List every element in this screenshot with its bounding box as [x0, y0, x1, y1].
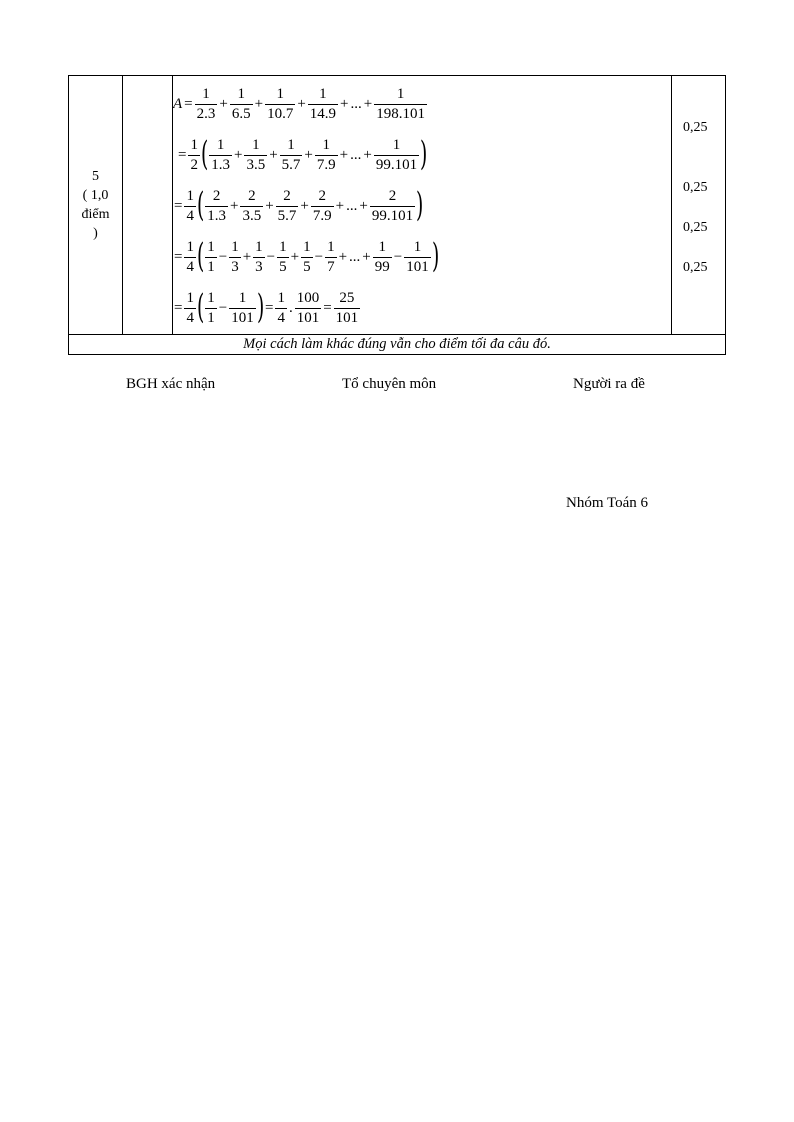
math-line-2 [177, 130, 671, 181]
fraction: $\frac{1}{7}$ [327, 239, 335, 275]
fraction: $\frac{1}{2.3}$ [196, 86, 216, 122]
left-paren: ( [196, 235, 205, 276]
fraction: $\frac{1}{1.3}$ [211, 137, 230, 173]
fraction: $\frac{100}{101}$ [296, 290, 320, 326]
minus-sign: − [393, 249, 403, 265]
plus-sign: + [290, 249, 300, 265]
ellipsis: ... [350, 96, 362, 112]
fraction: $\frac{1}{3}$ [231, 239, 239, 275]
minus-sign: − [314, 249, 324, 265]
plus-sign: + [229, 198, 239, 214]
multiply-dot: . [288, 300, 293, 316]
fraction: $\frac{2}{3.5}$ [242, 188, 262, 224]
grading-table [68, 75, 726, 355]
plus-sign: + [242, 249, 252, 265]
plus-sign: + [297, 96, 306, 112]
right-paren: ) [420, 133, 428, 174]
fraction: $\frac{1}{99.101}$ [375, 137, 418, 173]
question-label [82, 167, 110, 243]
coefficient-fraction: $\frac{1}{2}$ [190, 137, 198, 173]
signature-row [0, 376, 794, 396]
right-paren: ) [416, 184, 424, 225]
fraction: $\frac{1}{3}$ [255, 239, 263, 275]
fraction: $\frac{1}{5.7}$ [281, 137, 301, 173]
plus-sign: + [335, 198, 345, 214]
ellipsis: ... [349, 249, 361, 265]
fraction: $\frac{1}{198.101}$ [376, 86, 425, 122]
question-number: 5 [92, 169, 99, 184]
plus-sign: + [363, 96, 373, 112]
result-fraction: $\frac{25}{101}$ [335, 290, 359, 326]
fraction: $\frac{1}{5}$ [279, 239, 287, 275]
plus-sign: + [340, 96, 349, 112]
fraction: $\frac{2}{7.9}$ [312, 188, 332, 224]
ellipsis: ... [350, 147, 362, 163]
note-row [69, 335, 726, 355]
coefficient-fraction: $\frac{1}{4}$ [186, 290, 194, 326]
left-paren: ( [200, 133, 209, 174]
plus-sign: + [254, 96, 264, 112]
plus-sign: + [233, 147, 243, 163]
plus-sign: + [338, 249, 348, 265]
score-value: 0,25 [683, 120, 708, 135]
question-points-close: ) [93, 226, 98, 241]
math-line-5 [173, 283, 671, 334]
math-line-3 [173, 181, 671, 232]
minus-sign: − [218, 300, 228, 316]
score-cell [672, 76, 726, 335]
sub-cell [123, 76, 173, 335]
variable-a: A [173, 96, 183, 112]
plus-sign: + [339, 147, 349, 163]
equals-sign: = [184, 96, 193, 112]
fraction: $\frac{1}{14.9}$ [309, 86, 337, 122]
fraction: $\frac{1}{1}$ [207, 290, 215, 326]
plus-sign: + [219, 96, 228, 112]
question-points-unit: điểm [81, 207, 110, 222]
right-paren: ) [256, 286, 264, 327]
ellipsis: ... [346, 198, 358, 214]
signature-bgh: BGH xác nhận [126, 376, 216, 392]
fraction: $\frac{2}{99.101}$ [371, 188, 414, 224]
equals-sign: = [174, 300, 183, 316]
plus-sign: + [359, 198, 368, 214]
grading-note: Mọi cách làm khác đúng vẫn cho điểm tối đa câu đó. [69, 335, 726, 355]
left-paren: ( [196, 286, 205, 327]
plus-sign: + [362, 249, 371, 265]
fraction: $\frac{1}{101}$ [231, 290, 254, 326]
score-value: 0,25 [683, 180, 708, 195]
plus-sign: + [363, 147, 372, 163]
coefficient-fraction: $\frac{1}{4}$ [186, 188, 194, 224]
plus-sign: + [269, 147, 278, 163]
plus-sign: + [304, 147, 313, 163]
fraction: $\frac{1}{7.9}$ [316, 137, 336, 173]
fraction: $\frac{1}{5}$ [303, 239, 311, 275]
equals-sign: = [178, 147, 187, 163]
fraction: $\frac{1}{3.5}$ [246, 137, 266, 173]
fraction: $\frac{1}{10.7}$ [267, 86, 294, 122]
solution-cell [173, 76, 672, 335]
fraction: $\frac{1}{4}$ [277, 290, 285, 326]
fraction: $\frac{2}{5.7}$ [277, 188, 297, 224]
question-cell [69, 76, 123, 335]
fraction: $\frac{1}{1}$ [207, 239, 215, 275]
fraction: $\frac{2}{1.3}$ [207, 188, 226, 224]
equals-sign: = [323, 300, 332, 316]
left-paren: ( [196, 184, 205, 225]
plus-sign: + [265, 198, 274, 214]
math-line-4 [173, 232, 671, 283]
plus-sign: + [300, 198, 309, 214]
fraction: $\frac{1}{6.5}$ [231, 86, 251, 122]
signature-nguoi-ra-de: Người ra đề [573, 376, 645, 392]
score-value: 0,25 [683, 220, 708, 235]
fraction: $\frac{1}{99}$ [374, 239, 390, 275]
equals-sign: = [174, 249, 183, 265]
equals-sign: = [264, 300, 274, 316]
score-value: 0,25 [683, 260, 708, 275]
equals-sign: = [174, 198, 183, 214]
question-row [69, 76, 726, 335]
minus-sign: − [266, 249, 276, 265]
math-line-1 [173, 79, 671, 130]
right-paren: ) [431, 235, 440, 276]
minus-sign: − [218, 249, 228, 265]
question-points: ( 1,0 [82, 188, 109, 203]
group-name: Nhóm Toán 6 [566, 495, 649, 511]
fraction: $\frac{1}{101}$ [406, 239, 429, 275]
signature-to-chuyen-mon: Tổ chuyên môn [342, 376, 437, 392]
coefficient-fraction: $\frac{1}{4}$ [186, 239, 194, 275]
